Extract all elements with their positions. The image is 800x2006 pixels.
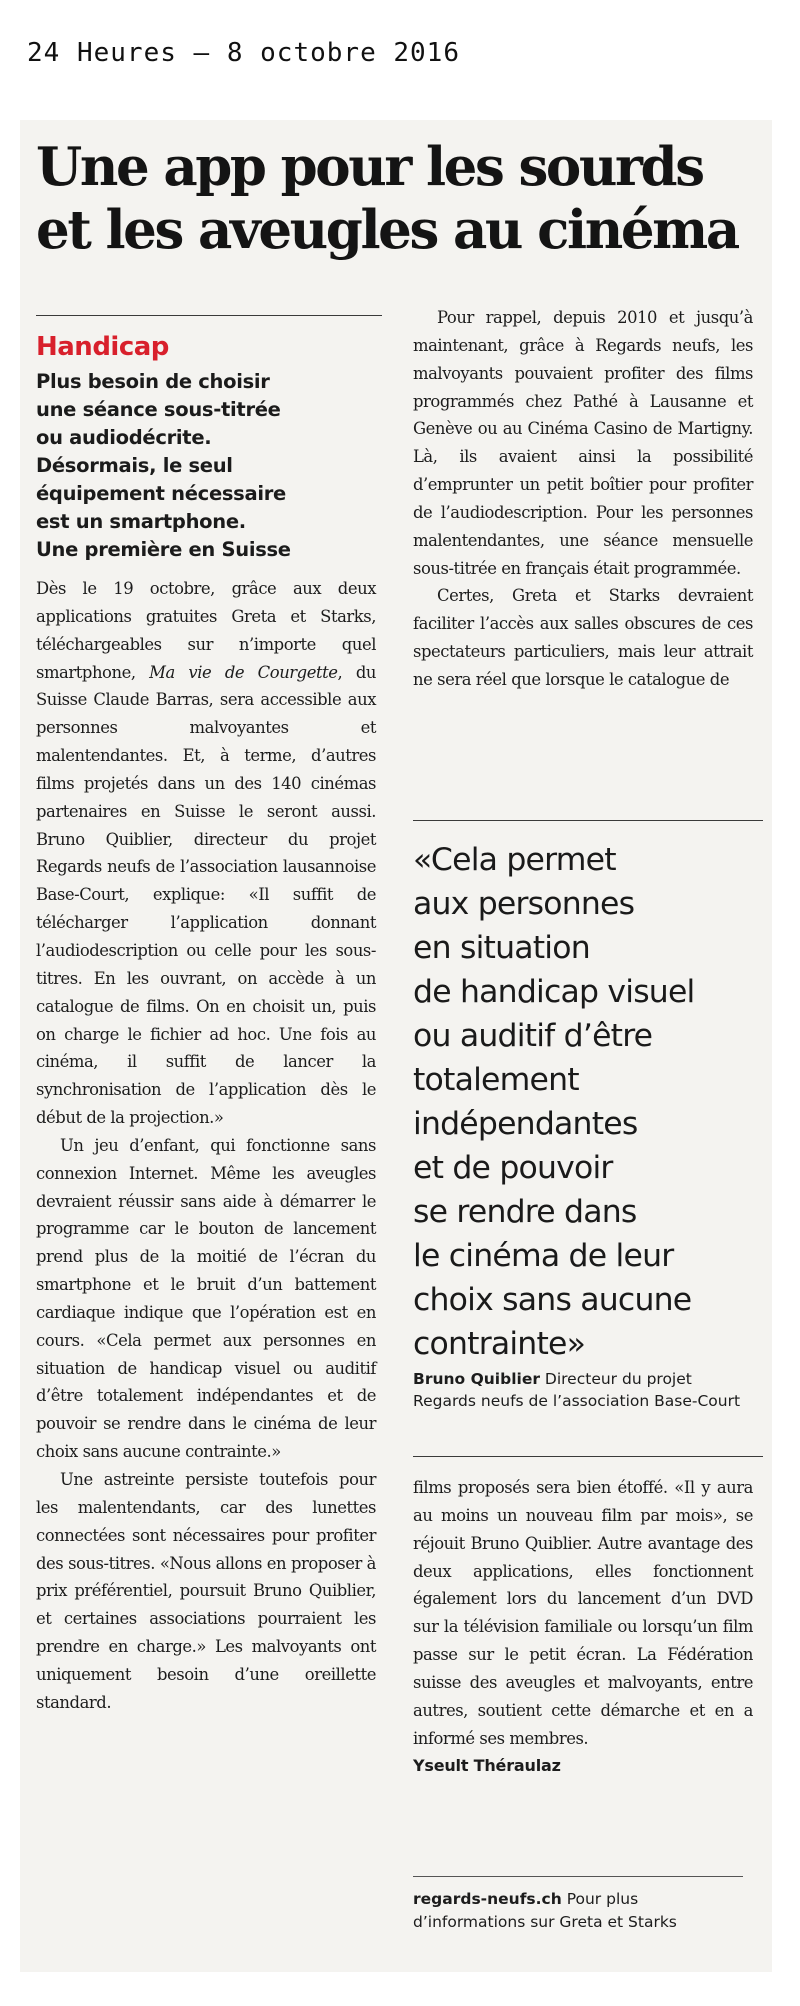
- pull-quote-line: totalement: [413, 1062, 579, 1098]
- pull-quote-line: de handicap visuel: [413, 974, 695, 1010]
- pull-quote-bottom-rule: [413, 1456, 763, 1457]
- body-column-right-bottom: [413, 1474, 753, 1780]
- body-paragraph: Certes, Greta et Starks devraient faciliter l’accès aux salles obscures de ces spectateurs particuliers, mais leur attrait ne sera réel que lorsque le catalogue de: [413, 586, 753, 689]
- website-link: regards-neufs.ch: [413, 1890, 562, 1908]
- body-paragraph: [36, 575, 376, 1132]
- pull-quote-top-rule: [413, 820, 763, 821]
- body-paragraph: Pour rappel, depuis 2010 et jusqu’à maintenant, grâce à Regards neufs, les malvoyants pouvaient profiter des films programmés chez Pathé à Lausanne et Genève ou au Cinéma Casino de Martigny. Là, ils avaient ainsi la possibilité d’emprunter un petit boîtier pour profiter de l’audiodescription. Pour les personnes malentendantes, une séance mensuelle sous-titrée en français était programmée.: [413, 308, 753, 578]
- article-clipping: [20, 120, 772, 1972]
- pull-quote-line: choix sans aucune: [413, 1282, 692, 1318]
- pull-quote-line: contrainte»: [413, 1326, 586, 1362]
- headline: Une app pour les sourds et les aveugles au cinéma: [36, 136, 738, 261]
- attribution-role: Directeur du projet Regards neufs de l’association Base-Court: [413, 1370, 741, 1410]
- body-paragraph: Un jeu d’enfant, qui fonctionne sans connexion Internet. Même les aveugles devraient réussir sans aide à démarrer le programme car le bouton de lancement prend plus de la moitié de l’écran du smartphone et le bruit d’un battement cardiaque indique que l’opération est en cours. «Cela permet aux personnes en situation de handicap visuel ou auditif d’être totalement indépendantes et de pouvoir se rendre dans le cinéma de leur choix sans aucune contrainte.»: [36, 1135, 376, 1462]
- body-paragraph: Une astreinte persiste toutefois pour les malentendants, car des lunettes connectées sont nécessaires pour profiter des sous-titres. «Nous allons en proposer à prix préférentiel, poursuit Bruno Quiblier, et certaines associations pourraient les prendre en charge.» Les malvoyants ont uniquement besoin d’une oreillette standard.: [36, 1470, 376, 1712]
- lead-line: est un smartphone.: [36, 510, 246, 533]
- body-text: Dès le 19 octobre, grâce aux deux applications gratuites Greta et Starks, téléchargeables sur n’importe quel smartphone,: [36, 579, 376, 682]
- pull-quote-line: se rendre dans: [413, 1194, 637, 1230]
- author-signature: Yseult Théraulaz: [413, 1756, 561, 1776]
- pull-quote-line: le cinéma de leur: [413, 1238, 674, 1274]
- pull-quote-line: aux personnes: [413, 886, 635, 922]
- body-paragraph: films proposés sera bien étoffé. «Il y aura au moins un nouveau film par mois», se réjouit Bruno Quiblier. Autre avantage des deux applications, elles fonctionnent également lors du lancement d’un DVD sur la télévision familiale ou lorsqu’un film passe sur le petit écran. La Fédération suisse des aveugles et malvoyants, entre autres, soutient cette démarche et en a informé ses membres.: [413, 1478, 753, 1748]
- lead-line: Désormais, le seul: [36, 454, 233, 477]
- pull-quote-line: «Cela permet: [413, 842, 616, 878]
- body-column-right-top: [413, 304, 753, 694]
- lead-line: Plus besoin de choisir: [36, 370, 270, 393]
- left-column-top-rule: [36, 315, 382, 316]
- info-box: [413, 1888, 743, 1934]
- lead-line: ou audiodécrite.: [36, 426, 212, 449]
- quote-attribution: [413, 1368, 743, 1412]
- pull-quote-line: indépendantes: [413, 1106, 638, 1142]
- section-kicker: Handicap: [36, 332, 169, 362]
- pull-quote-line: ou auditif d’être: [413, 1018, 653, 1054]
- publication-source: 24 Heures — 8 octobre 2016: [27, 38, 460, 68]
- film-title: Ma vie de Courgette: [149, 662, 338, 682]
- info-box-rule: [413, 1876, 743, 1877]
- pull-quote: [413, 838, 763, 1366]
- info-box-text: Pour plus d’informations sur Greta et Starks: [413, 1890, 677, 1931]
- body-text: , du Suisse Claude Barras, sera accessible aux personnes malvoyantes et malentendantes. Et, à terme, d’autres films projetés dans un des 140 cinémas partenaires en Suisse le seront aussi. Bruno Quiblier, directeur du projet Regards neufs de l’association lausannoise Base-Court, explique: «Il suffit de télécharger l’application donnant l’audiodescription ou celle pour les sous-titres. En les ouvrant, on accède à un catalogue de films. On en choisit un, puis on charge le fichier ad hoc. Une fois au cinéma, il suffit de lancer la synchronisation de l’application dès le début de la projection.»: [36, 662, 376, 1128]
- lead-line: équipement nécessaire: [36, 482, 286, 505]
- attribution-name: Bruno Quiblier: [413, 1370, 540, 1388]
- pull-quote-line: et de pouvoir: [413, 1150, 613, 1186]
- lead-paragraph: [36, 368, 326, 564]
- lead-line: une séance sous-titrée: [36, 398, 281, 421]
- pull-quote-line: en situation: [413, 930, 590, 966]
- lead-line: Une première en Suisse: [36, 538, 291, 561]
- body-column-left: [36, 575, 376, 1717]
